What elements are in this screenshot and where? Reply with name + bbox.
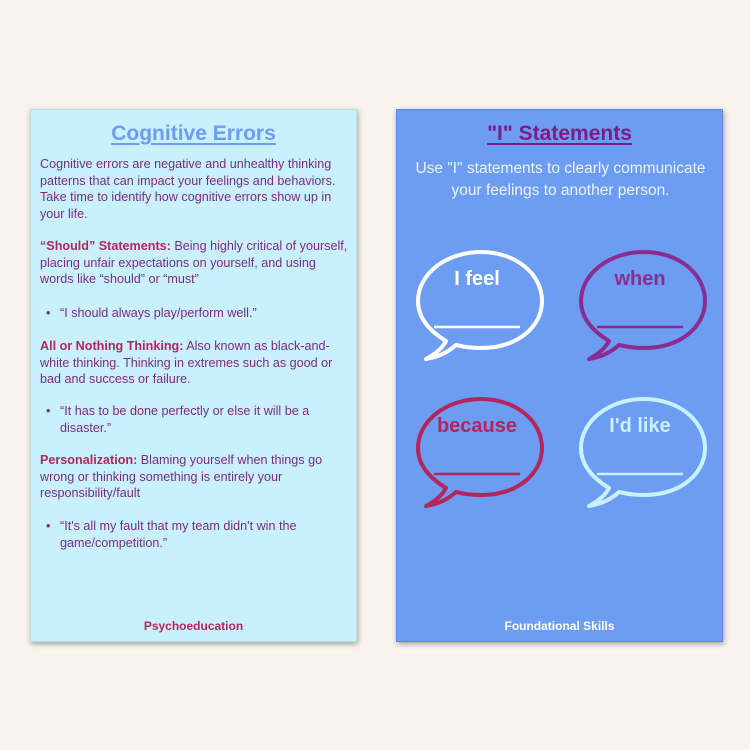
speech-bubble-id-like xyxy=(577,395,711,515)
section-heading: “Should” Statements: xyxy=(40,239,171,253)
speech-bubble-icon xyxy=(414,248,548,368)
speech-bubble-icon xyxy=(577,248,711,368)
card-title: Cognitive Errors xyxy=(111,122,276,145)
section-personalization xyxy=(40,452,350,502)
card-title: "I" Statements xyxy=(487,122,632,145)
i-statements-card xyxy=(396,109,723,642)
example-bullet: • “It has to be done perfectly or else it will be a disaster.” xyxy=(40,403,340,436)
bubble-label: I'd like xyxy=(609,415,671,437)
speech-bubble-icon xyxy=(577,395,711,515)
card-footer: Foundational Skills xyxy=(504,619,615,633)
section-text: Also known as black-and-white thinking. Thinking in extremes such as good or bad and success or failure. xyxy=(40,339,333,386)
section-heading: All or Nothing Thinking: xyxy=(40,339,184,353)
card-footer: Psychoeducation xyxy=(143,619,244,633)
speech-bubble-i-feel xyxy=(414,248,548,368)
example-bullet: • “I should always play/perform well.” xyxy=(40,305,340,322)
speech-bubble-because xyxy=(414,395,548,515)
section-all-or-nothing xyxy=(40,338,350,388)
speech-bubble-when xyxy=(577,248,711,368)
card-subtitle: Use "I" statements to clearly communicate your feelings to another person. xyxy=(415,160,706,199)
bubble-label: when xyxy=(614,268,666,290)
section-should-statements xyxy=(40,238,350,288)
bubble-label: I feel xyxy=(454,268,500,290)
intro-paragraph: Cognitive errors are negative and unhealthy thinking patterns that can impact your feelings and behaviors. Take time to identify how cognitive errors show up in your life. xyxy=(40,157,336,221)
cognitive-errors-card xyxy=(30,109,357,642)
example-bullet: • “It's all my fault that my team didn't win the game/competition.” xyxy=(40,518,340,551)
speech-bubble-icon xyxy=(414,395,548,515)
section-text: Being highly critical of yourself, placing unfair expectations on yourself, and using words like “should” or “must” xyxy=(40,239,348,286)
section-heading: Personalization: xyxy=(40,453,138,467)
section-text: Blaming yourself when things go wrong or thinking something is entirely your responsibility/fault xyxy=(40,453,323,500)
bubble-label: because xyxy=(436,415,518,437)
